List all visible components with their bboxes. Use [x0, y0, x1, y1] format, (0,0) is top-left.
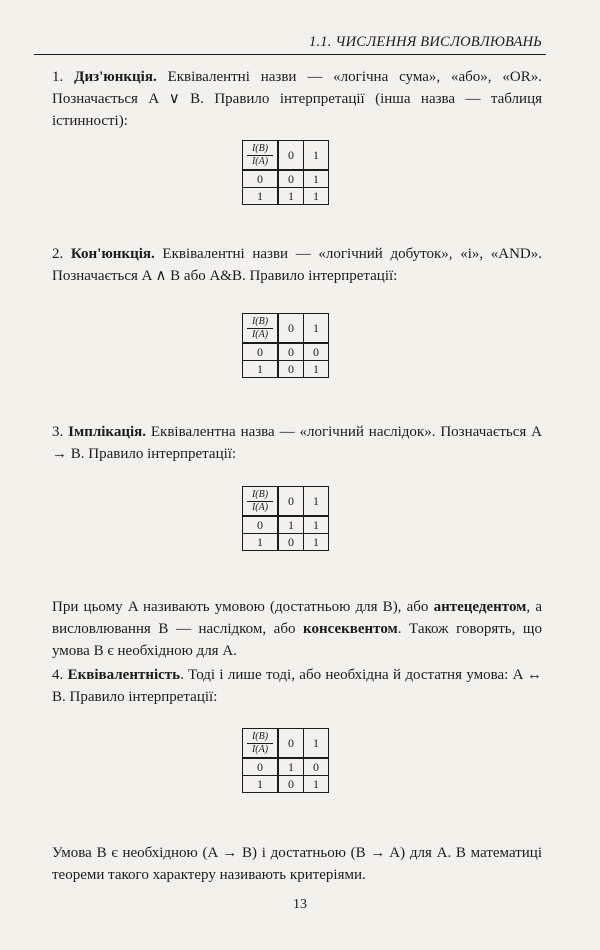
table-cell: 1	[304, 170, 329, 188]
row-header: 1	[243, 361, 279, 378]
table-cell: 0	[278, 776, 304, 793]
implication-truth-table	[242, 486, 329, 551]
conjunction-truth-table	[242, 313, 329, 378]
table-header-cell: I(B) I(A)	[243, 314, 279, 344]
conjunction-paragraph	[52, 243, 542, 287]
implication-paragraph	[52, 421, 542, 465]
table-cell: 0	[278, 343, 304, 361]
implication-text: Еквівалентна назва — «логічний наслідок». Позначається A → B. Правило інтерпретації:	[52, 424, 542, 462]
antecedent-term: антецедентом	[433, 599, 527, 615]
row-header: 1	[243, 188, 279, 205]
disjunction-truth-table	[242, 140, 329, 205]
disjunction-paragraph	[52, 66, 542, 132]
table-cell: 1	[304, 188, 329, 205]
conjunction-text: Еквівалентні назви — «логічний добуток», «і», «AND». Позначається A ∧ B або A&B. Правило інтерпретації:	[52, 246, 543, 284]
row-header: 0	[243, 516, 279, 534]
table-cell: 1	[278, 758, 304, 776]
table-cell: 1	[278, 516, 304, 534]
implication-note-paragraph: При цьому A називають умовою (достатньою для B), або антецедентом, а висловлювання B — наслідком, або консеквентом. Також говорять, що умова B є необхідною для A.	[52, 599, 542, 659]
equivalence-title: Еквівалентність	[67, 667, 181, 683]
equivalence-paragraph	[52, 664, 542, 708]
disjunction-text: Еквівалентні назви — «логічна сума», «або», «OR». Позначається A ∨ B. Правило інтерпретації (інша назва — таблиця істинності):	[52, 69, 542, 129]
table-header-cell: I(B) I(A)	[243, 487, 279, 517]
closing-paragraph: Умова B є необхідною (A → B) і достатньою (B → A) для A. В математиці теореми такого характеру називають критеріями.	[52, 845, 542, 883]
table-cell: 0	[304, 758, 329, 776]
table-cell: 1	[304, 534, 329, 551]
table-cell: 0	[278, 361, 304, 378]
consequent-term: консеквентом	[303, 621, 398, 637]
row-header: 0	[243, 170, 279, 188]
page-number: 13	[293, 897, 307, 912]
column-header: 0	[278, 729, 304, 759]
column-header: 1	[304, 141, 329, 171]
running-head: 1.1. ЧИСЛЕННЯ ВИСЛОВЛЮВАНЬ	[309, 34, 542, 50]
disjunction-title: Диз'юнкція.	[74, 69, 157, 85]
column-header: 0	[278, 314, 304, 344]
column-header: 1	[304, 729, 329, 759]
column-header: 0	[278, 141, 304, 171]
conjunction-number: 2.	[52, 246, 64, 262]
table-cell: 1	[304, 516, 329, 534]
conjunction-title: Кон'юнкція.	[70, 246, 155, 262]
table-cell: 0	[278, 534, 304, 551]
table-cell: 0	[278, 170, 304, 188]
row-header: 1	[243, 776, 279, 793]
equivalence-truth-table	[242, 728, 329, 793]
table-cell: 0	[304, 343, 329, 361]
criteria-term: критеріями.	[289, 867, 366, 883]
implication-title: Імплікація.	[68, 424, 147, 440]
equivalence-number: 4.	[52, 667, 64, 683]
table-cell: 1	[304, 361, 329, 378]
table-cell: 1	[278, 188, 304, 205]
column-header: 1	[304, 314, 329, 344]
row-header: 1	[243, 534, 279, 551]
table-header-cell: I(B) I(A)	[243, 729, 279, 759]
row-header: 0	[243, 343, 279, 361]
table-cell: 1	[304, 776, 329, 793]
table-header-cell: I(B) I(A)	[243, 141, 279, 171]
column-header: 0	[278, 487, 304, 517]
disjunction-number: 1.	[52, 69, 64, 85]
header-rule	[34, 54, 546, 55]
column-header: 1	[304, 487, 329, 517]
row-header: 0	[243, 758, 279, 776]
equivalence-text: . Тоді і лише тоді, або необхідна й достатня умова: A ↔ B. Правило інтерпретації:	[52, 667, 542, 705]
implication-number: 3.	[52, 424, 64, 440]
